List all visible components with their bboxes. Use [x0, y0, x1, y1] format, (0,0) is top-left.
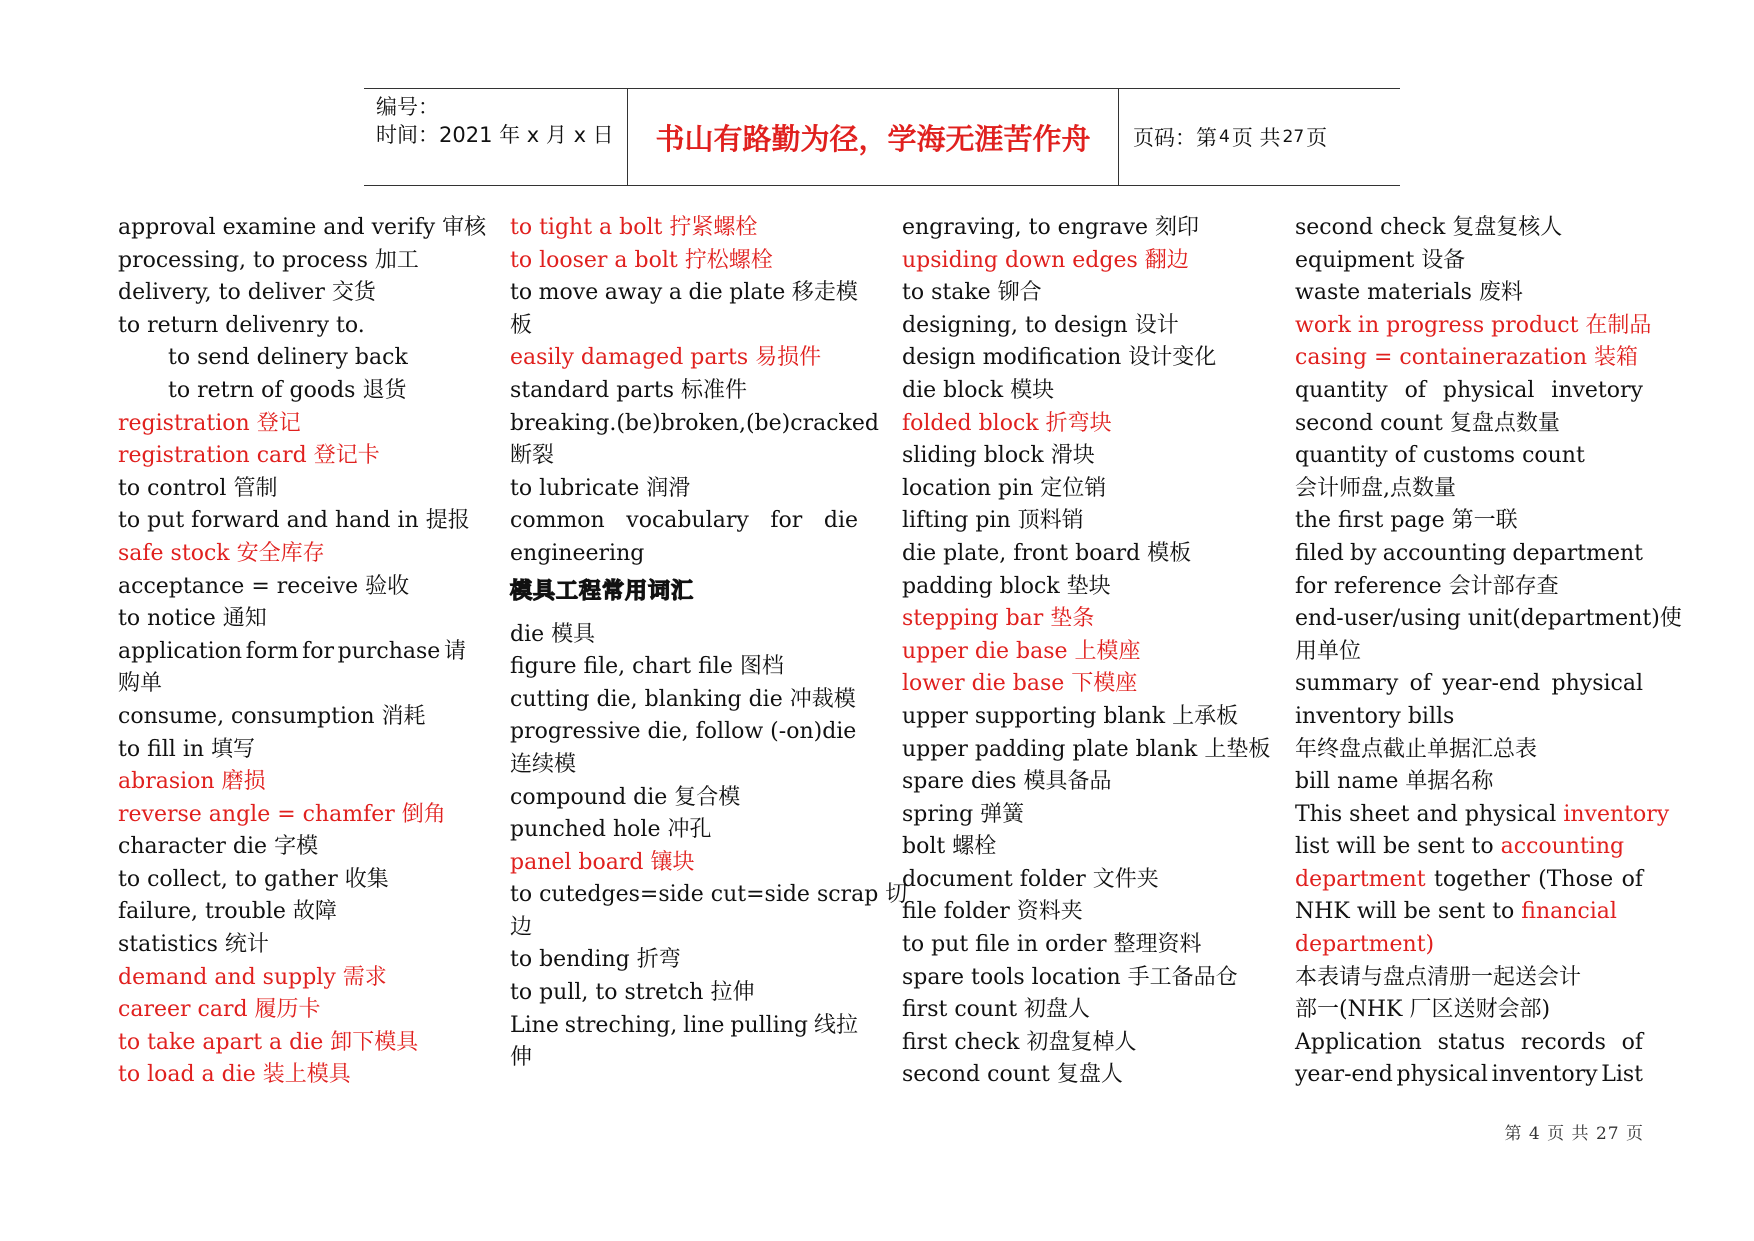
page-prefix: 页码：第 — [1133, 126, 1217, 150]
section-heading: 模具工程常用词汇 — [510, 578, 695, 604]
vocab-line: failure, trouble 故障 — [118, 899, 337, 925]
vocab-line: casing = containerazation 装箱 — [1295, 345, 1638, 371]
vocab-word: 移走模 — [791, 280, 858, 306]
vocab-line: stepping bar 垫条 — [902, 606, 1095, 632]
vocab-word: common — [510, 508, 605, 534]
vocab-line: safe stock 安全库存 — [118, 540, 325, 566]
vocab-word: year-end — [1295, 1062, 1393, 1088]
vocab-line: file folder 资料夹 — [902, 899, 1083, 925]
vocab-line: to send delinery back — [168, 345, 408, 371]
vocab-word: vocabulary — [626, 508, 749, 534]
vocab-word: physical — [1396, 1062, 1488, 1088]
vocab-line: to put file in order 整理资料 — [902, 932, 1202, 958]
vocab-line: department) — [1295, 932, 1435, 958]
vocab-line-part: department — [1295, 866, 1426, 892]
vocab-line: to put forward and hand in 提报 — [118, 508, 470, 534]
vocab-column-4 — [1295, 212, 1682, 1092]
vocab-word: line — [683, 1012, 725, 1038]
vocab-line — [1295, 896, 1643, 929]
vocab-line: panel board 镶块 — [510, 849, 695, 875]
vocab-line — [510, 1010, 858, 1043]
vocab-line: die block 模块 — [902, 377, 1055, 403]
vocab-word: away — [604, 280, 663, 306]
vocab-line: to take apart a die 卸下模具 — [118, 1029, 419, 1055]
vocab-line: the first page 第一联 — [1295, 508, 1518, 534]
vocab-line: registration card 登记卡 — [118, 443, 380, 469]
vocab-line — [510, 505, 858, 538]
vocab-line: processing, to process 加工 — [118, 247, 419, 273]
vocab-word: for — [302, 638, 335, 664]
vocab-line: lower die base 下模座 — [902, 671, 1138, 697]
vocab-line: folded block 折弯块 — [902, 410, 1112, 436]
vocab-word: summary — [1295, 671, 1399, 697]
vocab-line: quantity of customs count — [1295, 443, 1585, 469]
vocab-word: accounting — [1382, 540, 1507, 566]
vocab-word: move — [538, 280, 599, 306]
vocab-line: standard parts 标准件 — [510, 377, 748, 403]
time-label: 时间：2021 年 x 月 x 日 — [376, 123, 614, 147]
vocab-line: location pin 定位销 — [902, 475, 1107, 501]
vocab-line: to fill in 填写 — [118, 736, 256, 762]
vocab-word: invetory — [1551, 377, 1643, 403]
vocab-line: bolt 螺栓 — [902, 834, 997, 860]
vocab-line: to stake 铆合 — [902, 280, 1042, 306]
vocab-line: statistics 统计 — [118, 932, 269, 958]
vocab-line: die plate, front board 模板 — [902, 540, 1192, 566]
vocab-line: reverse angle = chamfer 倒角 — [118, 801, 446, 827]
vocab-line: 连续模 — [510, 751, 577, 777]
vocab-word: die — [823, 508, 858, 534]
vocab-word: application — [118, 638, 243, 664]
vocab-word: of — [1404, 377, 1426, 403]
vocab-line — [510, 277, 858, 310]
vocab-line: second check 复盘复核人 — [1295, 215, 1563, 240]
vocab-line: waste materials 废料 — [1295, 280, 1523, 306]
vocab-word: inventory — [1491, 1062, 1598, 1088]
vocab-line: end-user/using unit(department)使 — [1295, 606, 1682, 632]
vocab-line: to cutedges=side cut=side scrap 切 — [510, 882, 908, 908]
vocab-line: spring 弹簧 — [902, 801, 1025, 827]
vocab-word: Application — [1295, 1029, 1422, 1055]
vocab-line: compound die 复合模 — [510, 784, 741, 810]
vocab-line: 年终盘点截止单据汇总表 — [1295, 736, 1538, 762]
vocab-line — [1295, 668, 1643, 701]
vocab-line: to looser a bolt 拧松螺栓 — [510, 247, 773, 273]
vocab-line: spare tools location 手工备品仓 — [902, 964, 1238, 990]
vocab-line: upper padding plate blank 上垫板 — [902, 736, 1271, 762]
vocab-line: 购单 — [118, 671, 163, 697]
vocab-line: to collect, to gather 收集 — [118, 866, 389, 892]
vocab-line: sliding block 滑块 — [902, 443, 1095, 469]
vocab-word: physical — [1442, 377, 1535, 403]
vocab-line: 伸 — [510, 1045, 533, 1071]
vocab-word: year-end — [1442, 671, 1541, 697]
vocab-line: design modification 设计变化 — [902, 345, 1217, 371]
vocab-line: document folder 文件夹 — [902, 866, 1159, 892]
vocab-line: die 模具 — [510, 621, 596, 647]
vocab-line — [1295, 864, 1643, 897]
vocab-column-3 — [902, 212, 1271, 1092]
vocab-word: of — [1409, 671, 1431, 697]
vocab-word: for — [770, 508, 803, 534]
vocab-line — [1295, 1059, 1643, 1092]
vocab-line: to control 管制 — [118, 475, 278, 501]
vocab-line-part: inventory — [1563, 801, 1670, 827]
vocab-line: lifting pin 顶料销 — [902, 508, 1084, 534]
vocab-column-2 — [510, 212, 908, 1075]
page-total: 27 — [1282, 127, 1305, 147]
vocab-line: for reference 会计部存查 — [1295, 573, 1559, 599]
vocab-line — [1295, 962, 1643, 995]
vocab-line: spare dies 模具备品 — [902, 769, 1112, 795]
vocab-line — [1295, 799, 1670, 832]
vocab-line — [1295, 831, 1643, 864]
vocab-word: physical — [1551, 671, 1643, 697]
vocab-line: engineering — [510, 540, 645, 566]
vocab-line: to return delivenry to. — [118, 312, 365, 338]
vocab-line: character die 字模 — [118, 834, 319, 860]
vocab-line-part: (Those — [1538, 866, 1614, 892]
vocab-line-part: This sheet and physical — [1295, 801, 1564, 827]
vocab-word: 请 — [443, 638, 466, 664]
vocab-word: Line — [510, 1012, 559, 1038]
vocab-line: upper die base 上模座 — [902, 638, 1141, 664]
vocab-line-part: NHK will be sent to — [1295, 899, 1522, 925]
header-meta — [364, 89, 628, 185]
vocab-line: to notice 通知 — [118, 606, 267, 632]
vocab-word: filed — [1295, 540, 1344, 566]
vocab-word: die — [688, 280, 723, 306]
vocab-line: figure file, chart file 图档 — [510, 654, 784, 680]
vocab-line: to lubricate 润滑 — [510, 475, 691, 501]
vocab-line: cutting die, blanking die 冲裁模 — [510, 686, 856, 712]
vocab-word: 本表请与盘点清册一起送会计 — [1295, 964, 1582, 990]
vocab-line: demand and supply 需求 — [118, 964, 387, 990]
vocab-line-part: of — [1621, 866, 1643, 892]
vocab-word: quantity — [1295, 377, 1388, 403]
vocab-line: inventory bills — [1295, 703, 1455, 729]
vocab-line: work in progress product 在制品 — [1295, 312, 1652, 338]
vocab-line-part: list will be sent to — [1295, 834, 1501, 860]
vocab-word: pulling — [730, 1012, 808, 1038]
vocab-line: upsiding down edges 翻边 — [902, 247, 1189, 273]
vocab-line: to pull, to stretch 拉伸 — [510, 980, 755, 1006]
vocab-line-part: together — [1434, 866, 1530, 892]
vocab-line: consume, consumption 消耗 — [118, 703, 426, 729]
vocab-line — [118, 636, 466, 669]
vocab-line: equipment 设备 — [1295, 247, 1466, 273]
number-label: 编号： — [376, 95, 439, 119]
vocab-word: a — [668, 280, 682, 306]
vocab-line: padding block 垫块 — [902, 573, 1111, 599]
vocab-word: records — [1520, 1029, 1606, 1055]
vocab-line — [1295, 1027, 1643, 1060]
vocab-line: punched hole 冲孔 — [510, 817, 712, 843]
vocab-line-part: accounting — [1500, 834, 1625, 860]
vocab-line: delivery, to deliver 交货 — [118, 280, 376, 306]
vocab-column-1 — [118, 212, 487, 1092]
vocab-line: engraving, to engrave 刻印 — [902, 215, 1200, 240]
page-current: 4 — [1219, 127, 1230, 147]
vocab-line: upper supporting blank 上承板 — [902, 703, 1239, 729]
vocab-line: 边 — [510, 914, 533, 940]
vocab-line: designing, to design 设计 — [902, 312, 1179, 338]
vocab-line — [1295, 538, 1643, 571]
vocab-line: career card 履历卡 — [118, 997, 321, 1023]
vocab-word: 线拉 — [813, 1012, 858, 1038]
vocab-line: bill name 单据名称 — [1295, 769, 1494, 795]
vocab-word: purchase — [337, 638, 441, 664]
vocab-line: 用单位 — [1295, 638, 1362, 664]
vocab-line: progressive die, follow (-on)die — [510, 719, 857, 745]
vocab-line: easily damaged parts 易损件 — [510, 345, 822, 371]
vocab-word: department — [1512, 540, 1643, 566]
vocab-line: 断裂 — [510, 443, 555, 469]
vocab-line: abrasion 磨损 — [118, 769, 266, 795]
vocab-word: List — [1601, 1062, 1643, 1088]
vocab-line: approval examine and verify 审核 — [118, 215, 487, 240]
vocab-line: 部一(NHK 厂区送财会部) — [1295, 997, 1551, 1023]
vocab-line: to tight a bolt 拧紧螺栓 — [510, 215, 758, 240]
vocab-word: form — [245, 638, 299, 664]
vocab-word: streching, — [564, 1012, 678, 1038]
header-motto: 书山有路勤为径，学海无涯苦作舟 — [628, 89, 1119, 185]
vocab-line: second count 复盘点数量 — [1295, 410, 1560, 436]
vocab-word: to — [510, 280, 533, 306]
vocab-line: to load a die 装上模具 — [118, 1062, 351, 1088]
vocab-line: breaking.(be)broken,(be)cracked — [510, 410, 879, 436]
vocab-line: to retrn of goods 退货 — [168, 377, 407, 403]
document-header — [364, 88, 1400, 186]
page-mid: 页 共 — [1231, 126, 1281, 150]
vocab-word: by — [1350, 540, 1377, 566]
vocab-line: first count 初盘人 — [902, 997, 1091, 1023]
vocab-line: acceptance = receive 验收 — [118, 573, 410, 599]
vocab-word: status — [1437, 1029, 1506, 1055]
vocab-word: plate — [729, 280, 786, 306]
vocab-line: registration 登记 — [118, 410, 301, 436]
vocab-line — [1295, 375, 1643, 408]
vocab-word: of — [1621, 1029, 1643, 1055]
vocab-line-part: financial — [1521, 899, 1617, 925]
vocab-line: 会计师盘,点数量 — [1295, 475, 1456, 501]
vocab-line: first check 初盘复棹人 — [902, 1029, 1137, 1055]
page-suffix: 页 — [1306, 126, 1328, 150]
vocab-line: 板 — [510, 312, 533, 338]
vocab-line: to bending 折弯 — [510, 947, 681, 973]
page-footer: 第 4 页 共 27 页 — [1504, 1124, 1644, 1144]
header-page-info — [1119, 89, 1400, 185]
vocab-line: second count 复盘人 — [902, 1062, 1123, 1088]
